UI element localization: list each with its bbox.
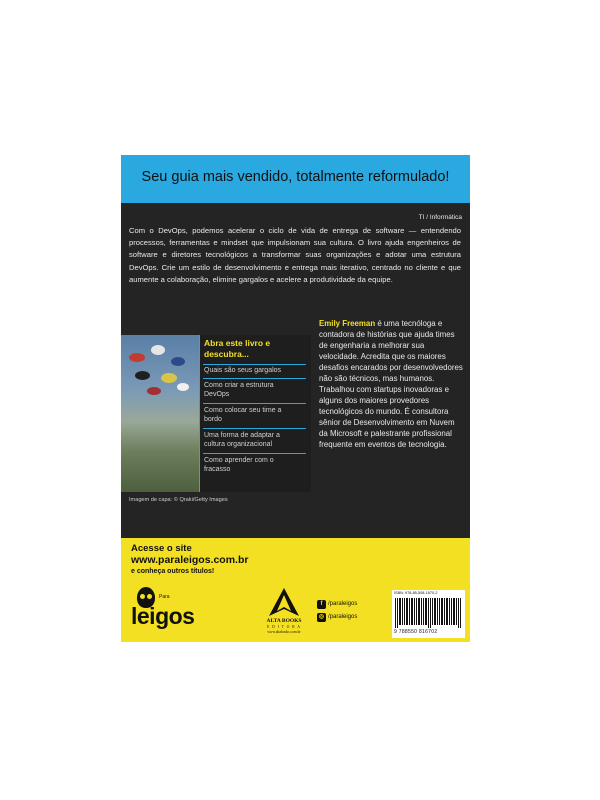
logo-small-text: Para — [159, 594, 170, 600]
publisher-name: ALTA BOOKS — [266, 618, 302, 624]
checklist-box — [200, 335, 311, 492]
checklist-item: Quais são seus gargalos — [204, 367, 282, 374]
checklist-item: Como colocar seu time a bordo — [204, 407, 282, 423]
facebook-icon: f — [317, 600, 326, 609]
divider — [203, 403, 306, 404]
facebook-link[interactable] — [317, 600, 387, 613]
social-handle: /paraleigos — [328, 614, 358, 620]
mascot-eye — [140, 594, 145, 599]
social-handle: /paraleigos — [328, 601, 358, 607]
instagram-link[interactable] — [317, 613, 387, 626]
skydiver-figure — [129, 353, 145, 362]
checklist-item: Uma forma de adaptar a cultura organizacional — [204, 432, 280, 448]
headline-text: Seu guia mais vendido, totalmente reformulado! — [141, 169, 450, 185]
skydiver-figure — [177, 383, 189, 391]
publisher-logo — [253, 587, 315, 639]
bio-text: é uma tecnóloga e contadora de histórias que ajuda times de engenharia a melhorar sua velocidade. Acredita que os maiores desafios encarados por desenvolvedores não são técnicos, mas humanos. Trabalhou com startups inovadoras e alguns dos maiores provedores tecnológicos do mundo. É consultora sênior de Desenvolvimento em Nuvem da Microsoft e palestrante profissional frequente em eventos de tecnologia. — [319, 319, 463, 449]
divider — [203, 428, 306, 429]
logo-wordmark: leigos — [131, 603, 195, 629]
isbn-text: ISBN: 978-85-508-1670-2 — [394, 591, 438, 595]
promo-line: e conheça outros títulos! — [131, 568, 215, 575]
divider — [203, 453, 306, 454]
skydiver-figure — [171, 357, 185, 366]
skydiver-figure — [161, 373, 177, 383]
website-link[interactable]: www.paraleigos.com.br — [131, 554, 249, 566]
book-back-cover — [121, 155, 470, 642]
feature-panel — [121, 335, 311, 492]
author-bio — [319, 318, 464, 450]
promo-line: Acesse o site — [131, 543, 192, 554]
barcode-digits: 9 788550 816702 — [394, 629, 438, 635]
publisher-arrow-icon — [253, 587, 315, 617]
publisher-subtitle: E D I T O R A — [267, 625, 301, 629]
promo-footer — [121, 538, 470, 642]
category-label: TI / Informática — [418, 214, 462, 221]
skydiver-figure — [151, 345, 165, 355]
social-links — [317, 600, 387, 626]
headline-banner — [121, 155, 470, 203]
instagram-icon: ◎ — [318, 614, 325, 620]
divider — [203, 364, 306, 365]
checklist-title: Abra este livro e descubra... — [204, 338, 271, 359]
checklist-item: Como aprender com o fracasso — [204, 457, 274, 473]
mascot-eye — [147, 594, 152, 599]
skydiver-figure — [147, 387, 161, 395]
para-leigos-logo — [131, 587, 226, 635]
photo-credit: Imagem de capa: © Qraki/Getty Images — [129, 497, 228, 503]
skydiver-figure — [135, 371, 150, 380]
skydivers-photo — [121, 335, 199, 492]
barcode-bars — [395, 598, 462, 628]
checklist-item: Como criar a estrutura DevOps — [204, 382, 274, 398]
publisher-url: www.altabooks.com.br — [267, 630, 301, 634]
barcode — [392, 590, 465, 638]
divider — [203, 378, 306, 379]
intro-paragraph: Com o DevOps, podemos acelerar o ciclo de vida de entrega de software — entendendo processos, ferramentas e mindset que impulsionam sua cultura. O livro ajuda engenheiros de software e diretores tecnológicos a transformar suas organizações e adotar uma estrutura DevOps. Crie um estilo de desenvolvimento e entrega mais iterativo, centrado no cliente e que aumente a colaboração, elimine gargalos e acelere a produtividade da equipe. — [129, 226, 461, 284]
author-name: Emily Freeman — [319, 319, 376, 328]
